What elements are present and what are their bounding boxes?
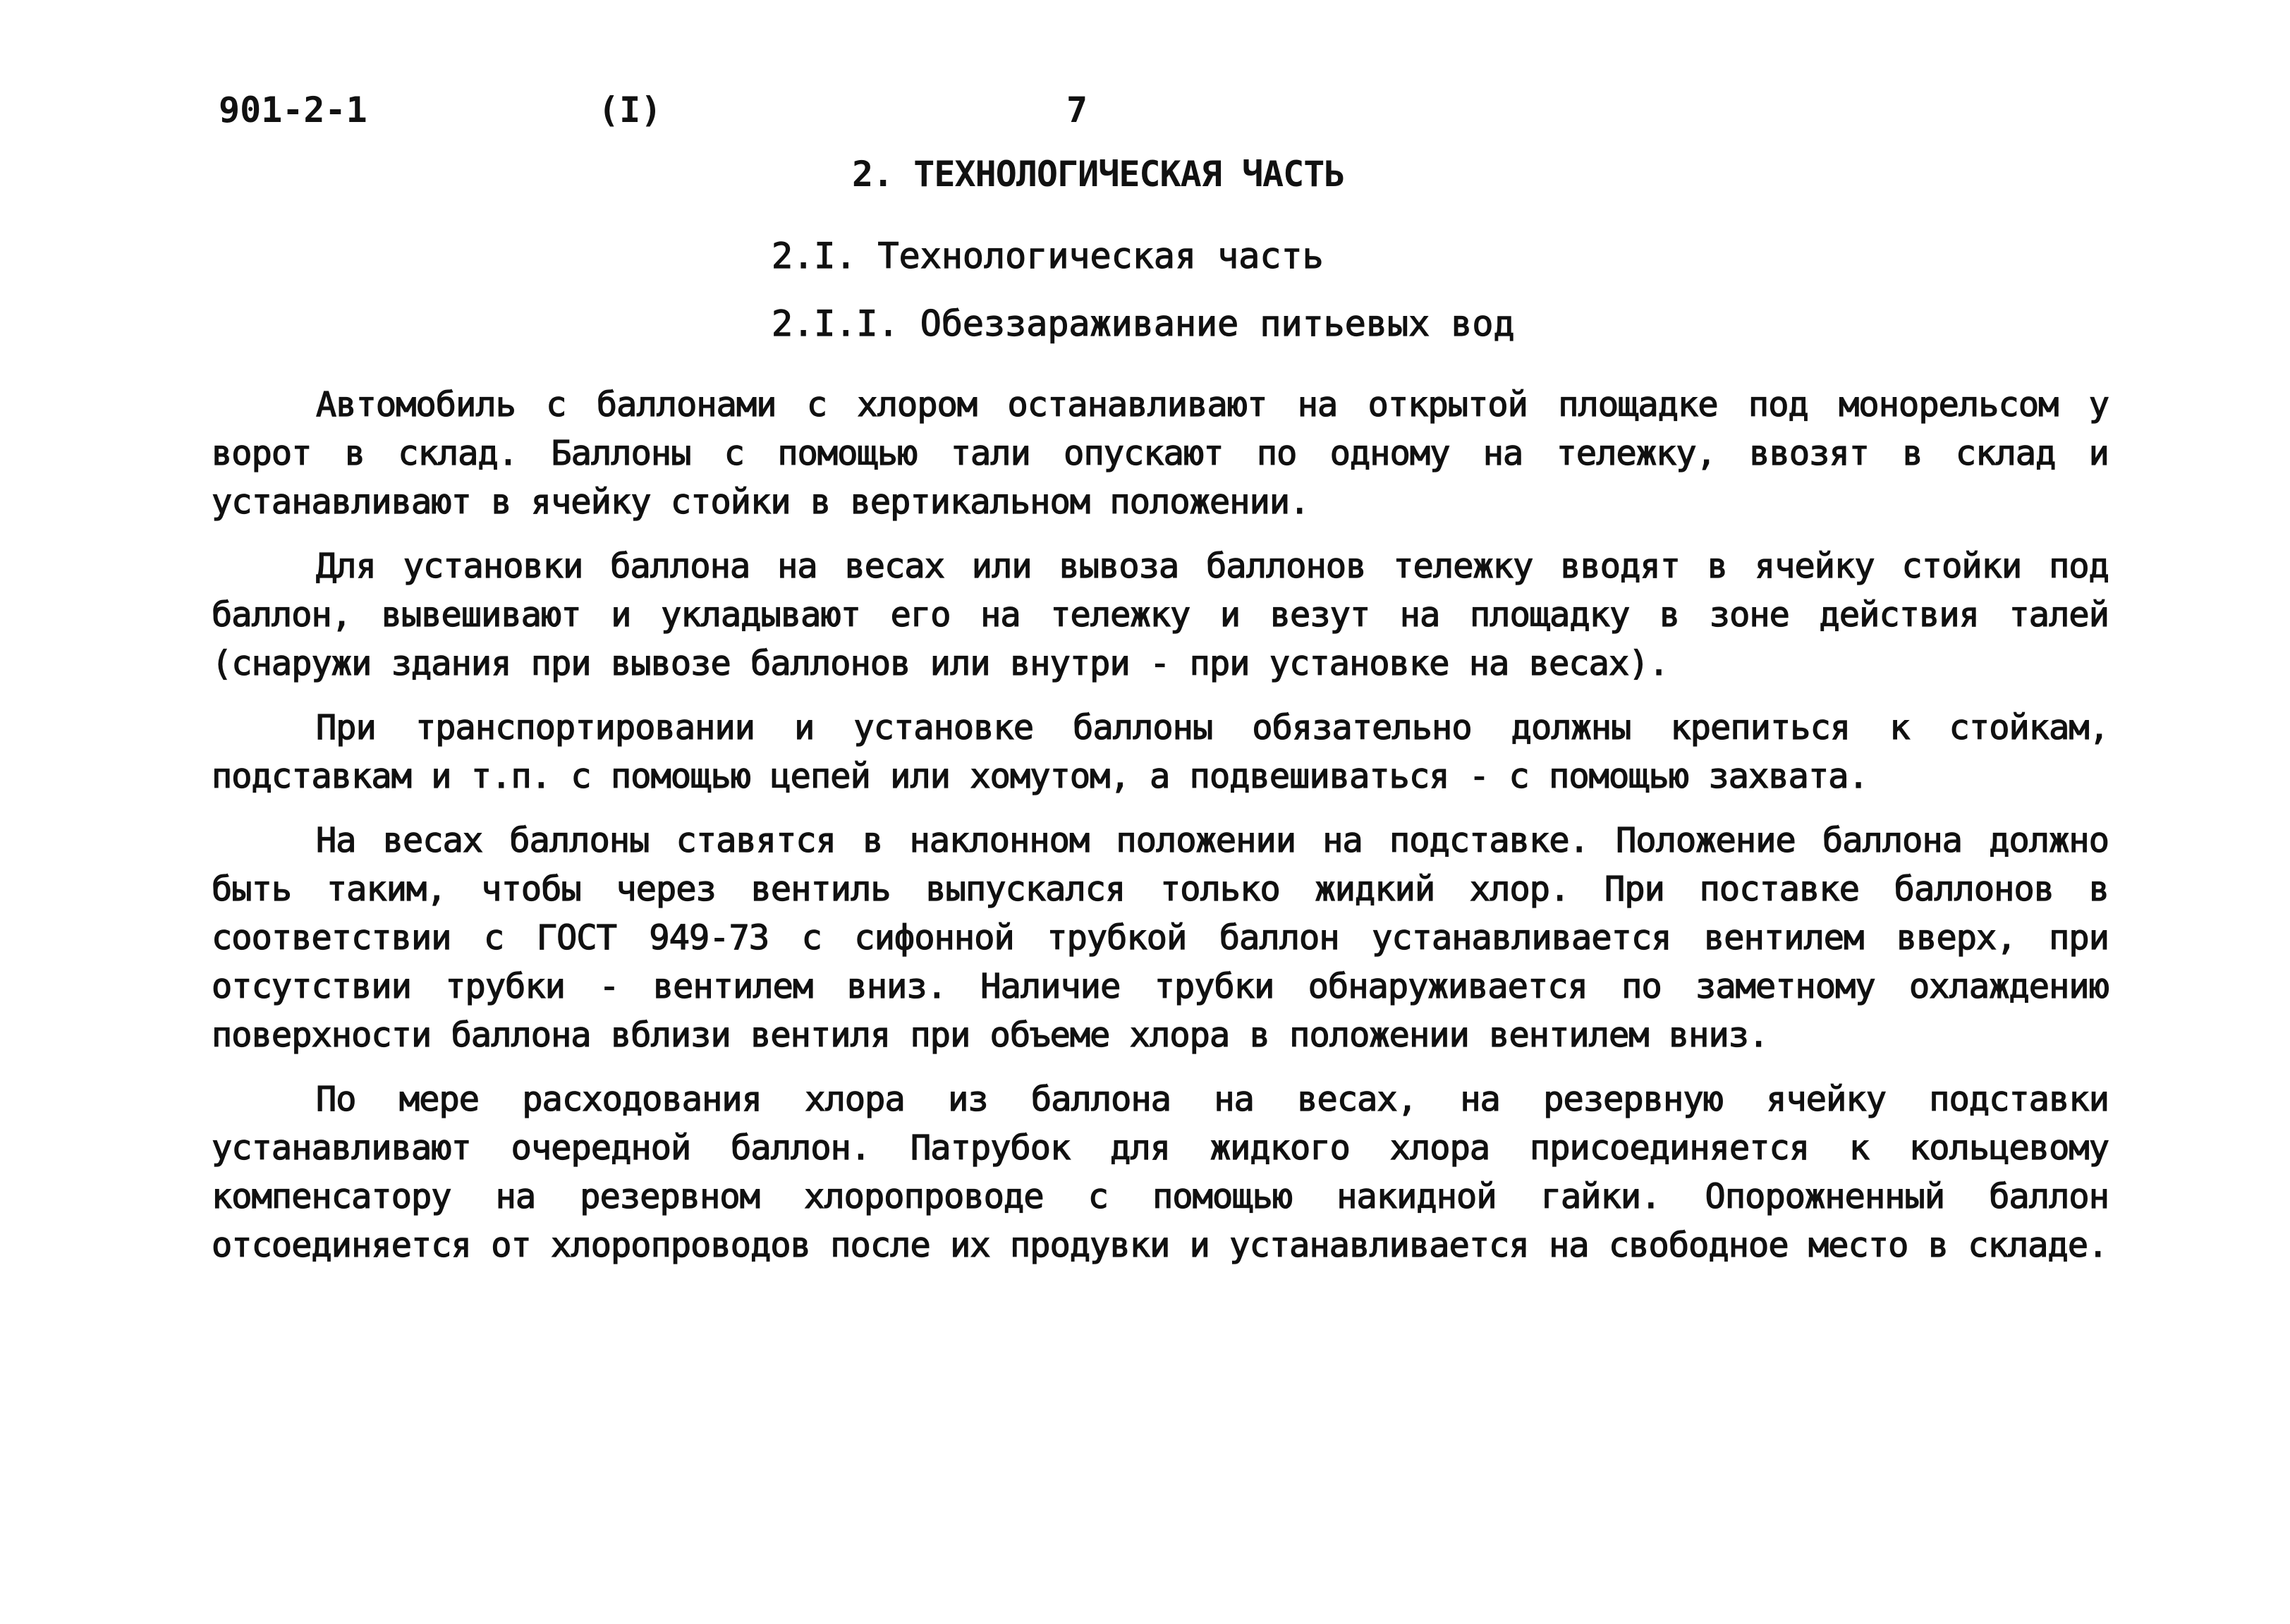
paragraph-3: При транспортировании и установке баллоны обязательно должны крепиться к стойкам, подставкам и т.п. с помощью цепей или хомутом, а подвешиваться - с помощью захвата.	[212, 708, 2109, 796]
document-part: (I)	[598, 90, 662, 130]
paragraph-1: Автомобиль с баллонами с хлором останавливают на открытой площадке под монорельсом у ворот в склад. Баллоны с помощью тали опускают по одному на тележку, ввозят в склад и устанавливают в ячейку стойки в вертикальном положении.	[212, 385, 2109, 522]
subsubsection-title: 2.I.I. Обеззараживание питьевых вод	[772, 303, 1515, 344]
document-code: 901-2-1	[219, 90, 367, 130]
section-title: 2. ТЕХНОЛОГИЧЕСКАЯ ЧАСТЬ	[852, 154, 1345, 195]
paragraph-5: По мере расходования хлора из баллона на весах, на резервную ячейку подставки устанавливают очередной баллон. Патрубок для жидкого хлора присоединяется к кольцевому компенсатору на резервном хлоропроводе с помощью накидной гайки. Опорожненный баллон отсоединяется от хлоропроводов после их продувки и устанавливается на свободное место в складе.	[212, 1080, 2109, 1265]
paragraph-4: На весах баллоны ставятся в наклонном положении на подставке. Положение баллона должно быть таким, чтобы через вентиль выпускался только жидкий хлор. При поставке баллонов в соответствии с ГОСТ 949-73 с сифонной трубкой баллон устанавливается вентилем вверх, при отсутствии трубки - вентилем вниз. Наличие трубки обнаруживается по заметному охлаждению поверхности баллона вблизи вентиля при объеме хлора в положении вентилем вниз.	[212, 821, 2109, 1055]
page-number: 7	[1066, 90, 1088, 130]
paragraph-2: Для установки баллона на весах или вывоза баллонов тележку вводят в ячейку стойки под баллон, вывешивают и укладывают его на тележку и везут на площадку в зоне действия талей (снаружи здания при вывозе баллонов или внутри - при установке на весах).	[212, 547, 2109, 683]
subsection-title: 2.I. Технологическая часть	[772, 236, 1324, 276]
body-text	[212, 381, 2109, 1286]
